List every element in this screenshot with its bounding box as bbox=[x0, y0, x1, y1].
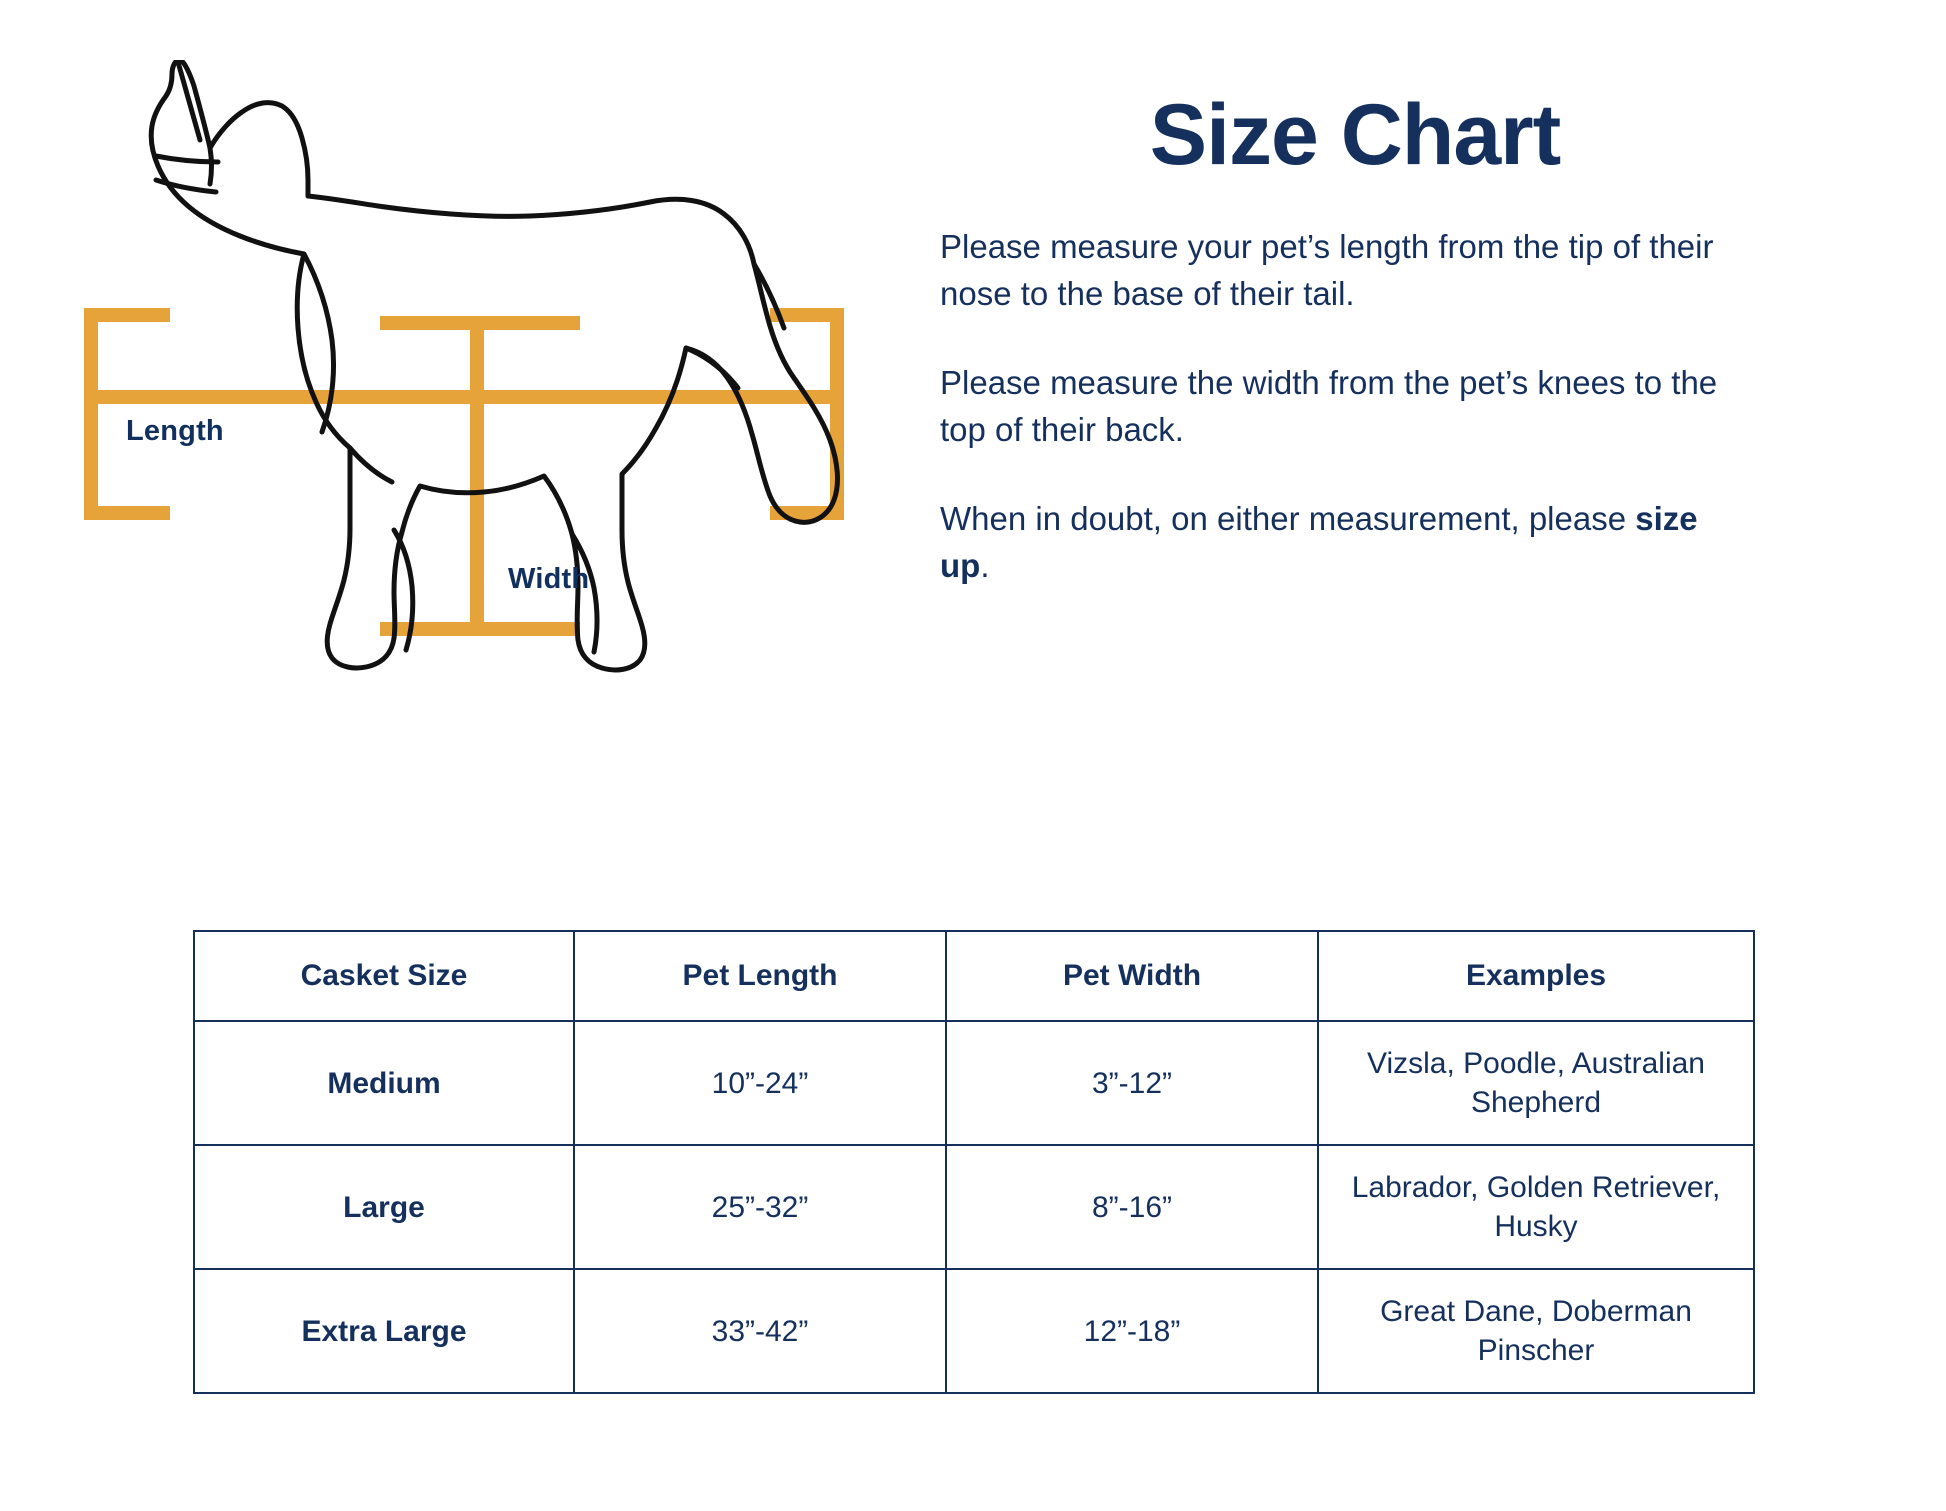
table-header-row bbox=[194, 931, 1754, 1021]
instruction-width: Please measure the width from the pet’s knees to the top of their back. bbox=[940, 364, 1718, 448]
cell-length-extra-large: 33”-42” bbox=[574, 1269, 946, 1393]
cell-examples-extra-large: Great Dane, Doberman Pinscher bbox=[1318, 1269, 1754, 1393]
cell-examples-medium: Vizsla, Poodle, Australian Shepherd bbox=[1318, 1021, 1754, 1145]
cell-size-medium: Medium bbox=[194, 1021, 574, 1145]
header-examples: Examples bbox=[1318, 931, 1754, 1021]
header-pet-width: Pet Width bbox=[946, 931, 1318, 1021]
cell-length-large: 25”-32” bbox=[574, 1145, 946, 1269]
dog-body-outline bbox=[151, 60, 837, 670]
note-emphasis: size up bbox=[940, 499, 1698, 584]
instructions-block bbox=[940, 87, 1770, 589]
length-measure-guides bbox=[84, 308, 844, 520]
note-before: When in doubt, on either measurement, please bbox=[940, 499, 1636, 537]
cell-size-large: Large bbox=[194, 1145, 574, 1269]
instruction-note bbox=[940, 496, 1740, 590]
page-title: Size Chart bbox=[1149, 87, 1561, 183]
table-row bbox=[194, 1145, 1754, 1269]
size-table-container bbox=[193, 930, 1753, 1394]
cell-width-extra-large: 12”-18” bbox=[946, 1269, 1318, 1393]
table-row bbox=[194, 1021, 1754, 1145]
cell-width-large: 8”-16” bbox=[946, 1145, 1318, 1269]
table-row bbox=[194, 1269, 1754, 1393]
cell-width-medium: 3”-12” bbox=[946, 1021, 1318, 1145]
cell-length-medium: 10”-24” bbox=[574, 1021, 946, 1145]
size-table bbox=[193, 930, 1755, 1394]
note-after: . bbox=[980, 546, 990, 584]
length-label: Length bbox=[126, 415, 224, 447]
cell-size-extra-large: Extra Large bbox=[194, 1269, 574, 1393]
width-label: Width bbox=[508, 563, 590, 595]
header-pet-length: Pet Length bbox=[574, 931, 946, 1021]
cell-examples-large: Labrador, Golden Retriever, Husky bbox=[1318, 1145, 1754, 1269]
instruction-length: Please measure your pet’s length from the tip of their nose to the base of their tail. bbox=[940, 228, 1714, 313]
measurement-diagram bbox=[60, 60, 920, 720]
dog-outline-svg bbox=[60, 60, 920, 720]
header-casket-size: Casket Size bbox=[194, 931, 574, 1021]
